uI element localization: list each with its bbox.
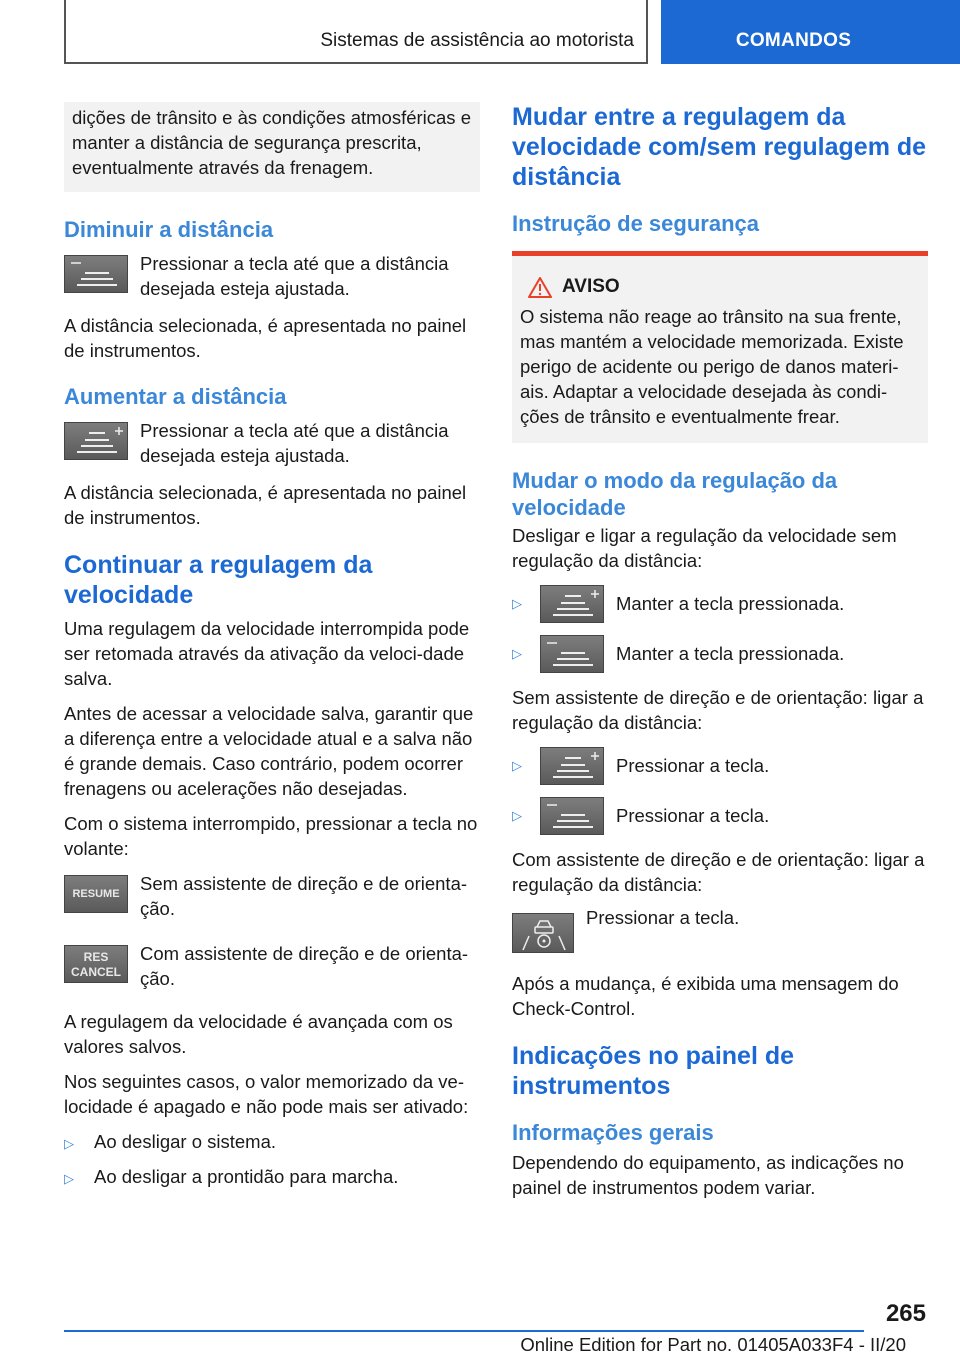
distance-increase-button-icon: [540, 747, 604, 785]
warning-title: AVISO: [562, 276, 620, 297]
continue-p3: Com o sistema interrompido, pressionar a tecla no volante:: [64, 813, 478, 859]
bullet-text: Manter a tecla pressionada.: [616, 593, 845, 614]
steering-assist-row: [512, 909, 928, 953]
warning-text: O sistema não reage ao trânsito na sua frente, mas mantém a velocidade memorizada. Existe perigo de acidente ou perigo de danos materi‐ais. Adaptar a velocidade desejada às condi‐ções de trânsito e eventualmente frear.: [520, 306, 904, 427]
distance-decrease-button-icon: [64, 255, 128, 293]
left-column: [64, 102, 480, 1199]
list-item: [64, 1129, 480, 1156]
bullet-text: Ao desligar o sistema.: [94, 1131, 277, 1152]
steering-press-text: Pressionar a tecla.: [586, 907, 740, 928]
right-column: [512, 102, 928, 1210]
general-text: Dependendo do equipamento, as indicações no painel de instrumentos podem variar.: [512, 1152, 904, 1198]
intro-box: [64, 102, 480, 192]
bullet-text: Pressionar a tecla.: [616, 755, 770, 776]
res-cancel-label-bottom: CANCEL: [71, 965, 121, 979]
bullet-triangle-icon: ▷: [64, 1136, 74, 1151]
distance-decrease-button-icon: [540, 797, 604, 835]
warning-triangle-icon: [528, 277, 552, 298]
mode-p2: Sem assistente de direção e de orientação: ligar a regulação da distância:: [512, 687, 924, 733]
decrease-result: A distância selecionada, é apresentada no painel de instrumentos.: [64, 315, 467, 361]
header-title: Sistemas de assistência ao motorista: [320, 30, 634, 51]
page-number: 265: [885, 1300, 926, 1327]
switch-mode-heading: Mudar entre a regulagem da velocidade com/sem regulagem de distância: [512, 103, 927, 191]
continue-p2: Antes de acessar a velocidade salva, garantir que a diferença entre a velocidade atual e a salva não é grande demais. Caso contrário, podem ocorrer frenagens ou acelerações não desejadas.: [64, 703, 474, 799]
header-section-label: COMANDOS: [735, 30, 852, 51]
bullet-triangle-icon: ▷: [64, 1171, 74, 1186]
footer-divider: [64, 1330, 864, 1332]
continue-heading: Continuar a regulagem da velocidade: [64, 551, 373, 609]
list-item: [512, 635, 928, 673]
distance-decrease-button-icon: [540, 635, 604, 673]
resume-button-icon: [64, 875, 128, 913]
header-section-tab: [661, 0, 960, 64]
mode-p1: Desligar e ligar a regulação da velocidade sem regulação da distância:: [512, 525, 897, 571]
resume-button-label: RESUME: [72, 888, 120, 900]
mode-heading: Mudar o modo da regulação da velocidade: [512, 468, 838, 520]
warning-box: [512, 251, 928, 443]
decrease-instruction: Pressionar a tecla até que a distância desejada esteja ajustada.: [140, 253, 449, 299]
decrease-distance-row: [64, 251, 480, 301]
mode-p3: Com assistente de direção e de orientação: ligar a regulação da distância:: [512, 849, 925, 895]
cancel-row: [64, 941, 480, 991]
steering-assistant-button-icon: [512, 913, 574, 953]
warning-header: [528, 276, 920, 298]
continue-p1: Uma regulagem da velocidade interrompida pode ser retomada através da ativação da veloci‐dade salva.: [64, 618, 470, 689]
resume-row: [64, 871, 480, 921]
general-heading: Informações gerais: [512, 1120, 714, 1145]
increase-distance-row: [64, 418, 480, 468]
footer-edition: Online Edition for Part no. 01405A033F4 - II/20: [520, 1334, 906, 1355]
res-cancel-button-icon: [64, 945, 128, 983]
list-item: [64, 1164, 480, 1191]
display-heading: Indicações no painel de instrumentos: [512, 1042, 795, 1100]
increase-instruction: Pressionar a tecla até que a distância desejada esteja ajustada.: [140, 420, 449, 466]
mode-p4: Após a mudança, é exibida uma mensagem do Check-Control.: [512, 973, 899, 1019]
cancel-text: Com assistente de direção e de orienta‐ção.: [140, 943, 469, 989]
intro-text: dições de trânsito e às condições atmosféricas e manter a distância de segurança prescrita, eventualmente através da frenagem.: [72, 107, 471, 178]
decrease-distance-heading: Diminuir a distância: [64, 217, 274, 242]
continue-p5: Nos seguintes casos, o valor memorizado da ve‐locidade é apagado e não pode mais ser ativado:: [64, 1071, 469, 1117]
bullet-text: Manter a tecla pressionada.: [616, 643, 845, 664]
bullet-text: Pressionar a tecla.: [616, 805, 770, 826]
bullet-text: Ao desligar a prontidão para marcha.: [94, 1166, 399, 1187]
bullet-triangle-icon: ▷: [512, 646, 522, 661]
resume-text: Sem assistente de direção e de orienta‐ção.: [140, 873, 468, 919]
list-item: [512, 747, 928, 785]
continue-p4: A regulagem da velocidade é avançada com os valores salvos.: [64, 1011, 453, 1057]
header-title-box: [64, 0, 648, 64]
increase-result: A distância selecionada, é apresentada no painel de instrumentos.: [64, 482, 467, 528]
list-item: [512, 585, 928, 623]
bullet-triangle-icon: ▷: [512, 808, 522, 823]
res-cancel-label-top: RES: [83, 950, 109, 964]
distance-increase-button-icon: [540, 585, 604, 623]
bullet-triangle-icon: ▷: [512, 596, 522, 611]
safety-heading: Instrução de segurança: [512, 211, 759, 236]
increase-distance-heading: Aumentar a distância: [64, 384, 287, 409]
bullet-triangle-icon: ▷: [512, 758, 522, 773]
distance-increase-button-icon: [64, 422, 128, 460]
list-item: [512, 797, 928, 835]
